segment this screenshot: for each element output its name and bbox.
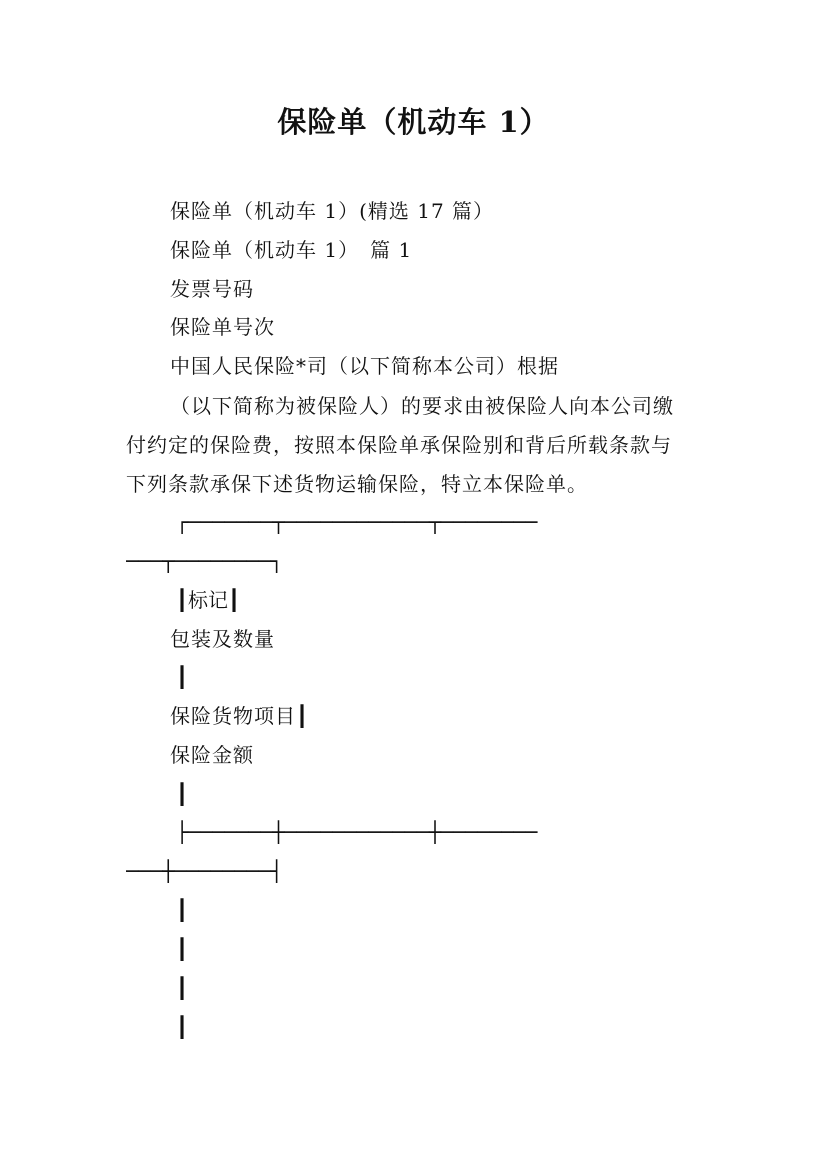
table-top-border: ┌───────┬────────────┬──────── [176,510,538,534]
table-cell-marks: ┃标记┃ [176,588,241,612]
table-cell-goods: 保险货物项目┃ [170,704,310,728]
table-cell-divider: ┃ [176,665,189,689]
table-row-divider: ┃ [176,976,189,1000]
paragraph-line: （以下简称为被保险人）的要求由被保险人向本公司缴 [170,394,674,418]
table-cell-divider: ┃ [176,782,189,806]
document-subtitle: 保险单（机动车 1）(精选 17 篇） [170,199,495,223]
table-cell-packing: 包装及数量 [170,627,275,651]
policy-number-label: 保险单号次 [170,315,275,339]
table-top-border-continued: ───┬────────┐ [126,549,283,573]
paragraph-line: 付约定的保险费，按照本保险单承保险别和背后所载条款与 [126,433,672,457]
company-line: 中国人民保险*司（以下简称本公司）根据 [170,354,559,378]
table-row-divider: ┃ [176,937,189,961]
invoice-number-label: 发票号码 [170,277,254,301]
table-row-divider: ┃ [176,1015,189,1039]
paragraph-line: 下列条款承保下述货物运输保险，特立本保险单。 [126,472,588,496]
section-heading: 保险单（机动车 1） 篇 1 [170,238,413,262]
table-row-divider: ┃ [176,898,189,922]
table-mid-border-continued: ───┼────────┤ [126,859,283,883]
page-title: 保险单（机动车 1） [277,105,550,139]
table-mid-border: ├───────┼────────────┼──────── [176,820,538,844]
table-cell-amount: 保险金额 [170,743,254,767]
